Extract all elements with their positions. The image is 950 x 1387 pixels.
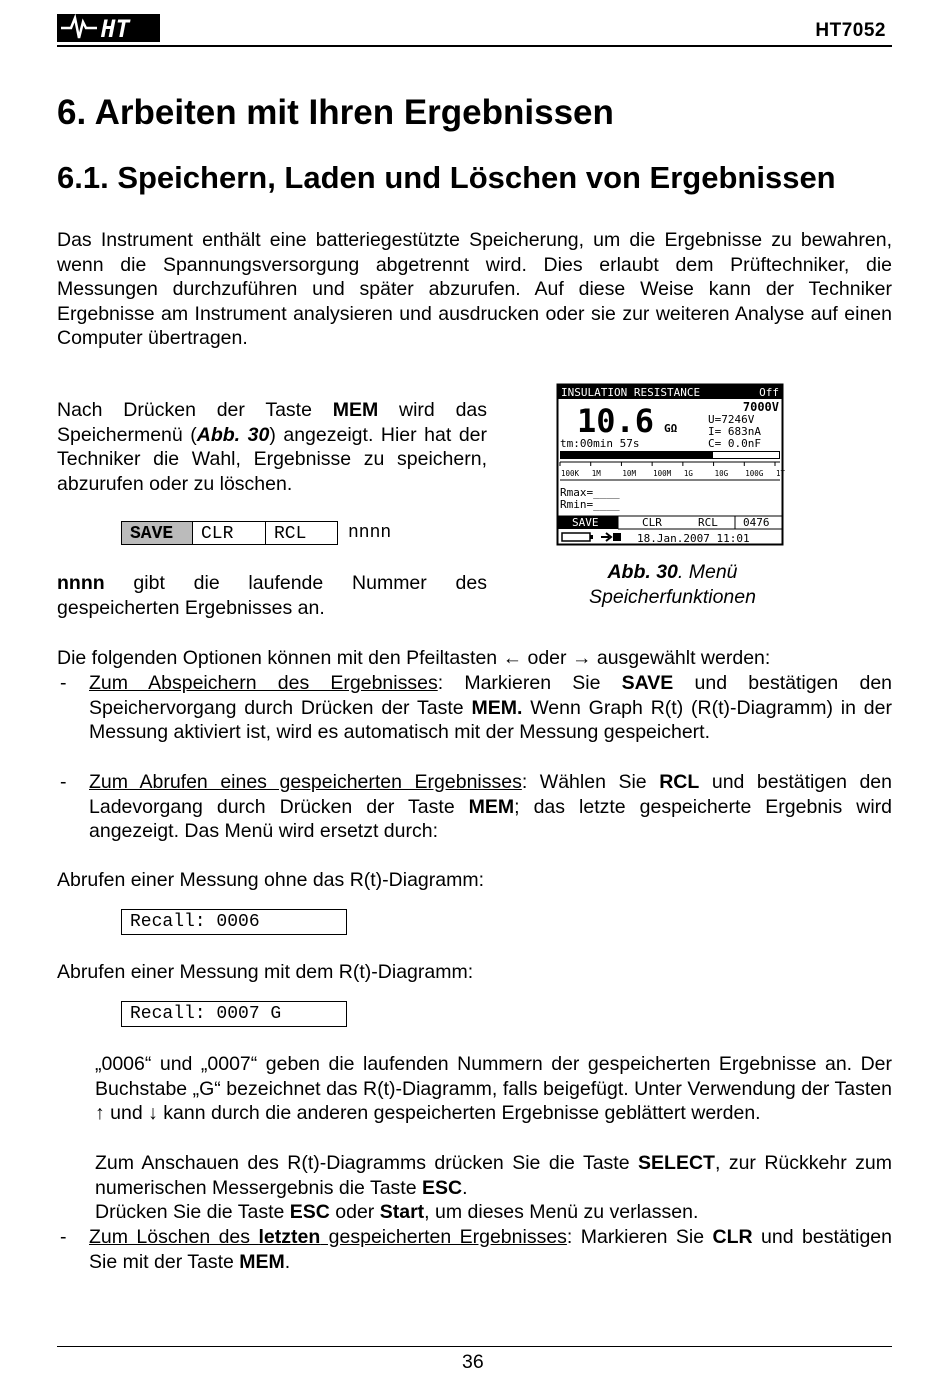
ht-logo	[57, 10, 160, 44]
display-off: Off	[759, 386, 779, 399]
scale-tick-label: 1M	[591, 469, 601, 478]
notes-paragraph: „0006“ und „0007“ geben die laufenden Nummern der gespeicherten Ergebnisse an. Der Buchstabe „G“ bezeichnet das R(t)-Diagramm, falls beigefügt. Unter Verwendung der Tasten ↑ und ↓ kann durch die anderen gespeicherten Ergebnisse geblättert werden.	[95, 1053, 892, 1124]
display-value: 10.6	[577, 402, 655, 440]
display-current: I= 683nA	[708, 425, 761, 438]
display-title: INSULATION RESISTANCE	[561, 386, 701, 399]
chapter-title: 6. Arbeiten mit Ihren Ergebnissen	[57, 93, 614, 132]
nnnn-paragraph: nnnn gibt die laufende Nummer des gespeicherten Ergebnisses an.	[57, 572, 487, 619]
mem-paragraph: Nach Drücken der Taste MEM wird das Speichermenü (Abb. 30) angezeigt. Hier hat der Techniker die Wahl, Ergebnisse zu speichern, abzurufen oder zu löschen.	[57, 399, 488, 495]
intro-paragraph: Das Instrument enthält eine batteriegestützte Speicherung, um die Ergebnisse zu bewahren, wenn die Spannungsversorgung abgetrennt wird. Dies erlaubt dem Prüftechniker, die Messungen durchzuführen und später abzurufen. Auf diese Weise kann der Techniker Ergebnisse am Instrument analysieren und ausdrucken oder sie zur weiteren Analyse auf einen Computer übertragen.	[57, 229, 892, 349]
scale-tick-label: 100M	[653, 469, 672, 478]
arrow-up-icon: ↑	[95, 1102, 105, 1124]
arrow-down-icon: ↓	[148, 1102, 158, 1124]
scale-tick-label: 100K	[561, 469, 580, 478]
list-item-delete: Zum Löschen des letzten gespeicherten Ergebnisses: Markieren Sie CLR und bestätigen Sie mit der Taste MEM.	[89, 1226, 892, 1273]
display-range: 7000V	[742, 400, 779, 414]
list-dash: -	[60, 771, 67, 793]
model-name: HT7052	[815, 20, 886, 41]
display-capacitance: C= 0.0nF	[708, 437, 761, 450]
select-paragraph: Zum Anschauen des R(t)-Diagramms drücken Sie die Taste SELECT, zur Rückkehr zum numerischen Messergebnis die Taste ESC.	[95, 1152, 892, 1199]
instrument-display-figure	[557, 384, 786, 545]
scale-tick-label: 10G	[714, 469, 729, 478]
footer-divider	[57, 1346, 892, 1347]
section-title: 6.1. Speichern, Laden und Löschen von Ergebnissen	[57, 160, 836, 195]
display-rmax: Rmax=____	[560, 486, 620, 499]
page-number: 36	[462, 1351, 484, 1373]
display-menu-save: SAVE	[572, 516, 599, 529]
recall-no-graph-label: Abrufen einer Messung ohne das R(t)-Diagramm:	[57, 869, 485, 891]
display-rmin: Rmin=____	[560, 498, 620, 511]
logo-text: HT	[101, 15, 130, 43]
arrow-left-icon: ←	[502, 647, 523, 669]
display-menu-clr: CLR	[642, 516, 662, 529]
list-item-save: Zum Abspeichern des Ergebnisses: Markieren Sie SAVE und bestätigen den Speichervorgang durch Drücken der Taste MEM. Wenn Graph R(t) (R(t)-Diagramm) in der Messung aktiviert ist, wird es automatisch mit der Messung gespeichert.	[89, 672, 893, 743]
menu-save: SAVE	[121, 521, 192, 545]
menu-number: nnnn	[348, 523, 392, 543]
list-dash: -	[60, 672, 67, 694]
display-time: tm:00min 57s	[560, 437, 640, 450]
recall-graph-box: Recall: 0007 G	[121, 1001, 347, 1027]
display-date: 18.Jan.2007 11:01	[637, 532, 750, 545]
scale-tick-label: 1T	[776, 469, 786, 478]
options-intro: Die folgenden Optionen können mit den Pfeiltasten ← oder → ausgewählt werden:	[57, 647, 771, 669]
header-divider	[57, 45, 892, 47]
figure-caption: Abb. 30. Menü Speicherfunktionen	[589, 561, 756, 608]
scale-tick-label: 1G	[683, 469, 693, 478]
display-menu-rcl: RCL	[698, 516, 718, 529]
menu-clr: CLR	[192, 521, 265, 545]
scale-tick-label: 10M	[622, 469, 636, 478]
scale-tick-label: 100G	[745, 469, 764, 478]
exit-paragraph: Drücken Sie die Taste ESC oder Start, um dieses Menü zu verlassen.	[95, 1201, 699, 1223]
list-dash: -	[60, 1226, 67, 1248]
display-voltage: U=7246V	[708, 413, 755, 426]
display-menu-number: 0476	[743, 516, 770, 529]
memory-menu-bar	[121, 521, 391, 545]
recall-no-graph-box: Recall: 0006	[121, 909, 347, 935]
menu-rcl: RCL	[265, 521, 338, 545]
arrow-right-icon: →	[571, 647, 592, 669]
recall-graph-label: Abrufen einer Messung mit dem R(t)-Diagramm:	[57, 961, 474, 983]
display-unit: GΩ	[664, 422, 678, 435]
list-item-recall: Zum Abrufen eines gespeicherten Ergebnisses: Wählen Sie RCL und bestätigen den Ladevorgang durch Drücken der Taste MEM; das letzte gespeicherte Ergebnis wird angezeigt. Das Menü wird ersetzt durch:	[89, 771, 892, 842]
